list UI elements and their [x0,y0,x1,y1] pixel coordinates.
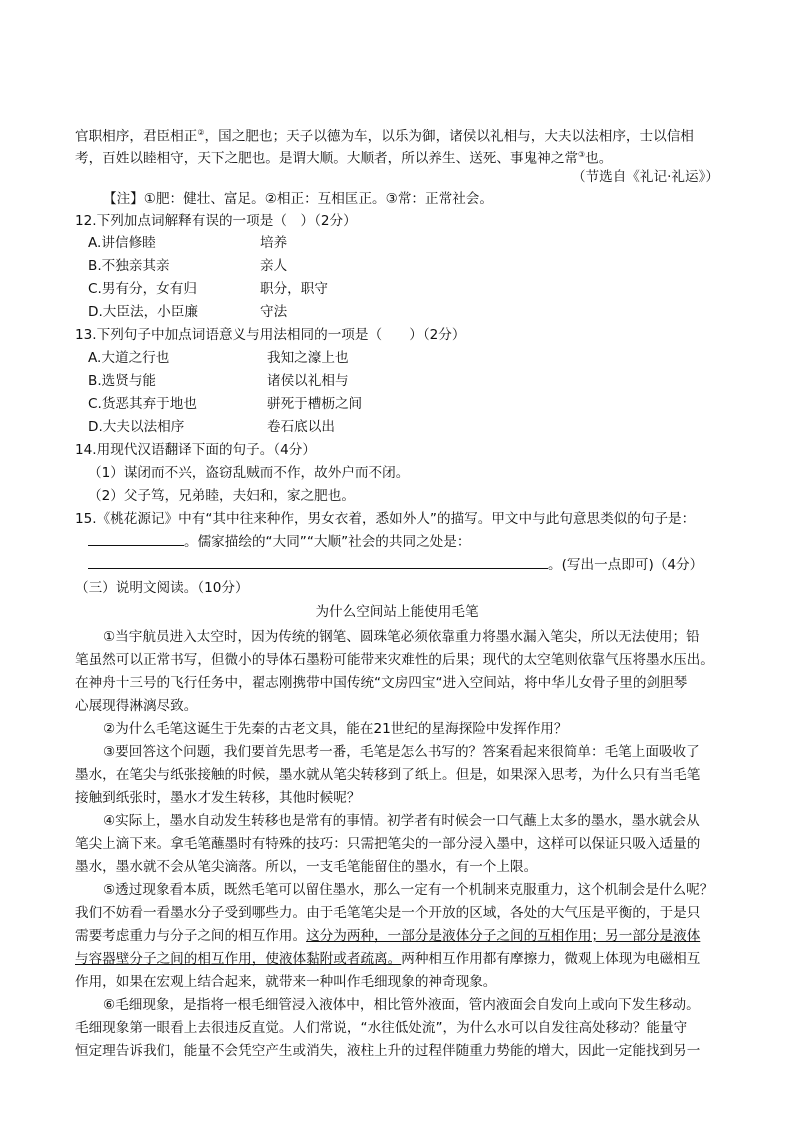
article-p6-line-2: 毛细现象第一眼看上去很违反直觉。人们常说，“水往低处流”，为什么水可以自发往高处移动？能量守 [75,1020,688,1036]
article-p3-line-2: 墨水，在笔尖与纸张接触的时候，墨水就从笔尖转移到了纸上。但是，如果深入思考，为什么只有当毛笔 [75,767,701,783]
q15-line-3 [88,556,703,574]
q14-sentence-1: （1）谋闭而不兴，盗窃乱贼而不作，故外户而不闭。 [88,465,410,481]
q12-option-a: A.讲信修睦 [88,235,156,251]
q15-end-text: 。(写出一点即可)（4分） [548,557,704,573]
q13-option-d-pair: 卷石底以出 [267,419,335,435]
q15-answer-blank-2[interactable] [88,556,548,569]
article-text: 需要考虑重力与分子之间的相互作用。 [75,928,307,944]
article-text: 两种相互作用都有摩擦力，微观上体现为电磁相互 [401,951,701,967]
passage-text: 官职相序，君臣相正 [75,128,198,145]
underlined-sentence: 这分为两种，一部分是液体分子之间的互相作用；另一部分是液体 [306,928,701,944]
q12-option-c-gloss: 职分，职守 [260,281,328,297]
q12-option-d-gloss: 守法 [260,304,288,320]
article-p5-line-1: ⑤透过现象看本质，既然毛笔可以留住墨水，那么一定有一个机制来克服重力，这个机制会是什么呢？ [103,882,714,898]
article-p5-line-5: 作用，如果在宏观上结合起来，就带来一种叫作毛细现象的神奇现象。 [75,974,497,990]
passage-text: ，国之肥也；天子以德为车，以乐为御，诸侯以礼相与，大夫以法相序，士以信相 [204,128,694,145]
article-p1-line-4: 心展现得淋漓尽致。 [75,698,198,714]
q13-option-c-pair: 骈死于槽枥之间 [267,396,363,412]
question-15-stem: 15.《桃花源记》中有“其中往来种作，男女衣着，悉如外人”的描写。甲文中与此句意思类似的句子是： [75,511,696,527]
underlined-sentence: 与容器壁分子之间的相互作用，使液体黏附或者疏离。 [75,951,402,967]
question-14-stem: 14.用现代汉语翻译下面的句子。（4分） [75,442,316,458]
passage-notes: 【注】①肥：健壮、富足。②相正：互相匡正。③常：正常社会。 [103,191,493,207]
q12-option-d: D.大臣法，小臣廉 [88,304,198,320]
q15-line-2 [88,533,470,551]
article-p5-line-4 [75,950,700,968]
article-p4-line-3: 墨水，墨水就不会从笔尖滴落。所以，一支毛笔能留住的墨水，有一个上限。 [75,859,538,875]
article-p1-line-1: ①当宇航员进入太空时，因为传统的钢笔、圆珠笔必须依靠重力将墨水漏入笔尖，所以无法使用；铅 [103,629,700,645]
q12-option-b: B.不独亲其亲 [88,258,170,274]
q15-answer-blank-1[interactable] [88,533,184,546]
q13-option-d: D.大夫以法相序 [88,419,185,435]
note-mark: ③ [577,150,586,159]
article-p3-line-3: 接触到纸张时，墨水才发生转移，其他时候呢？ [75,790,361,806]
passage-text: 考，百姓以睦相守，天下之肥也。是谓大顺。大顺者，所以养生、送死、事鬼神之常 [75,150,578,167]
q13-option-c: C.货恶其弃于地也 [88,396,197,412]
article-p6-line-1: ⑥毛细现象，是指将一根毛细管浸入液体中，相比管外液面，管内液面会自发向上或向下发生移动。 [103,997,700,1013]
q13-option-b-pair: 诸侯以礼相与 [267,373,349,389]
passage-source: （节选自《礼记·礼运》） [571,169,719,185]
q12-option-b-gloss: 亲人 [260,258,288,274]
article-p5-line-2: 我们不妨看一看墨水分子受到哪些力。由于毛笔笔尖是一个开放的区域，各处的大气压是平衡的，于是只 [75,905,701,921]
article-p2-line-1: ②为什么毛笔这诞生于先秦的古老文具，能在21世纪的星海探险中发挥作用？ [103,721,568,737]
q15-mid-text: 。儒家描绘的“大同”“大顺”社会的共同之处是： [184,534,471,550]
question-13-stem: 13.下列句子中加点词语意义与用法相同的一项是（ ）（2分） [75,327,466,343]
article-p4-line-2: 笔尖上滴下来。拿毛笔蘸墨时有特殊的技巧：只需把笔尖的一部分浸入墨中，这样可以保证只吸入适量的 [75,836,701,852]
q12-option-c: C.男有分，女有归 [88,281,197,297]
article-p4-line-1: ④实际上，墨水自动发生转移也是常有的事情。初学者有时候会一口气蘸上太多的墨水，墨水就会从 [103,813,700,829]
passage-line-2 [75,146,612,168]
q14-sentence-2: （2）父子笃，兄弟睦，夫妇和，家之肥也。 [88,488,355,504]
passage-line-1 [75,124,694,146]
article-p5-line-3 [75,927,700,945]
question-12-stem: 12.下列加点词解释有误的一项是（ ）（2分） [75,213,357,229]
article-p1-line-3: 在神舟十三号的飞行任务中，翟志刚携带中国传统“文房四宝“进入空间站，将中华儿女骨子里的剑胆琴 [75,675,688,691]
article-p6-line-3: 恒定理告诉我们，能量不会凭空产生或消失，液柱上升的过程伴随重力势能的增大，因此一定能找到另一 [75,1043,701,1059]
q13-option-a-pair: 我知之濠上也 [267,350,349,366]
q12-option-a-gloss: 培养 [260,235,288,251]
section-3-heading: （三）说明文阅读。（10分） [75,580,249,596]
note-mark: ② [197,128,205,137]
article-p1-line-2: 笔虽然可以正常书写，但微小的导体石墨粉可能带来灾难性的后果；现代的太空笔则依靠气压将墨水压出。 [75,652,714,668]
passage-text: 也。 [585,150,613,167]
q13-option-b: B.选贤与能 [88,373,157,389]
article-title: 为什么空间站上能使用毛笔 [315,604,479,620]
q13-option-a: A.大道之行也 [88,350,170,366]
article-p3-line-1: ③要回答这个问题，我们要首先思考一番，毛笔是怎么书写的？答案看起来很简单：毛笔上面吸收了 [103,744,700,760]
